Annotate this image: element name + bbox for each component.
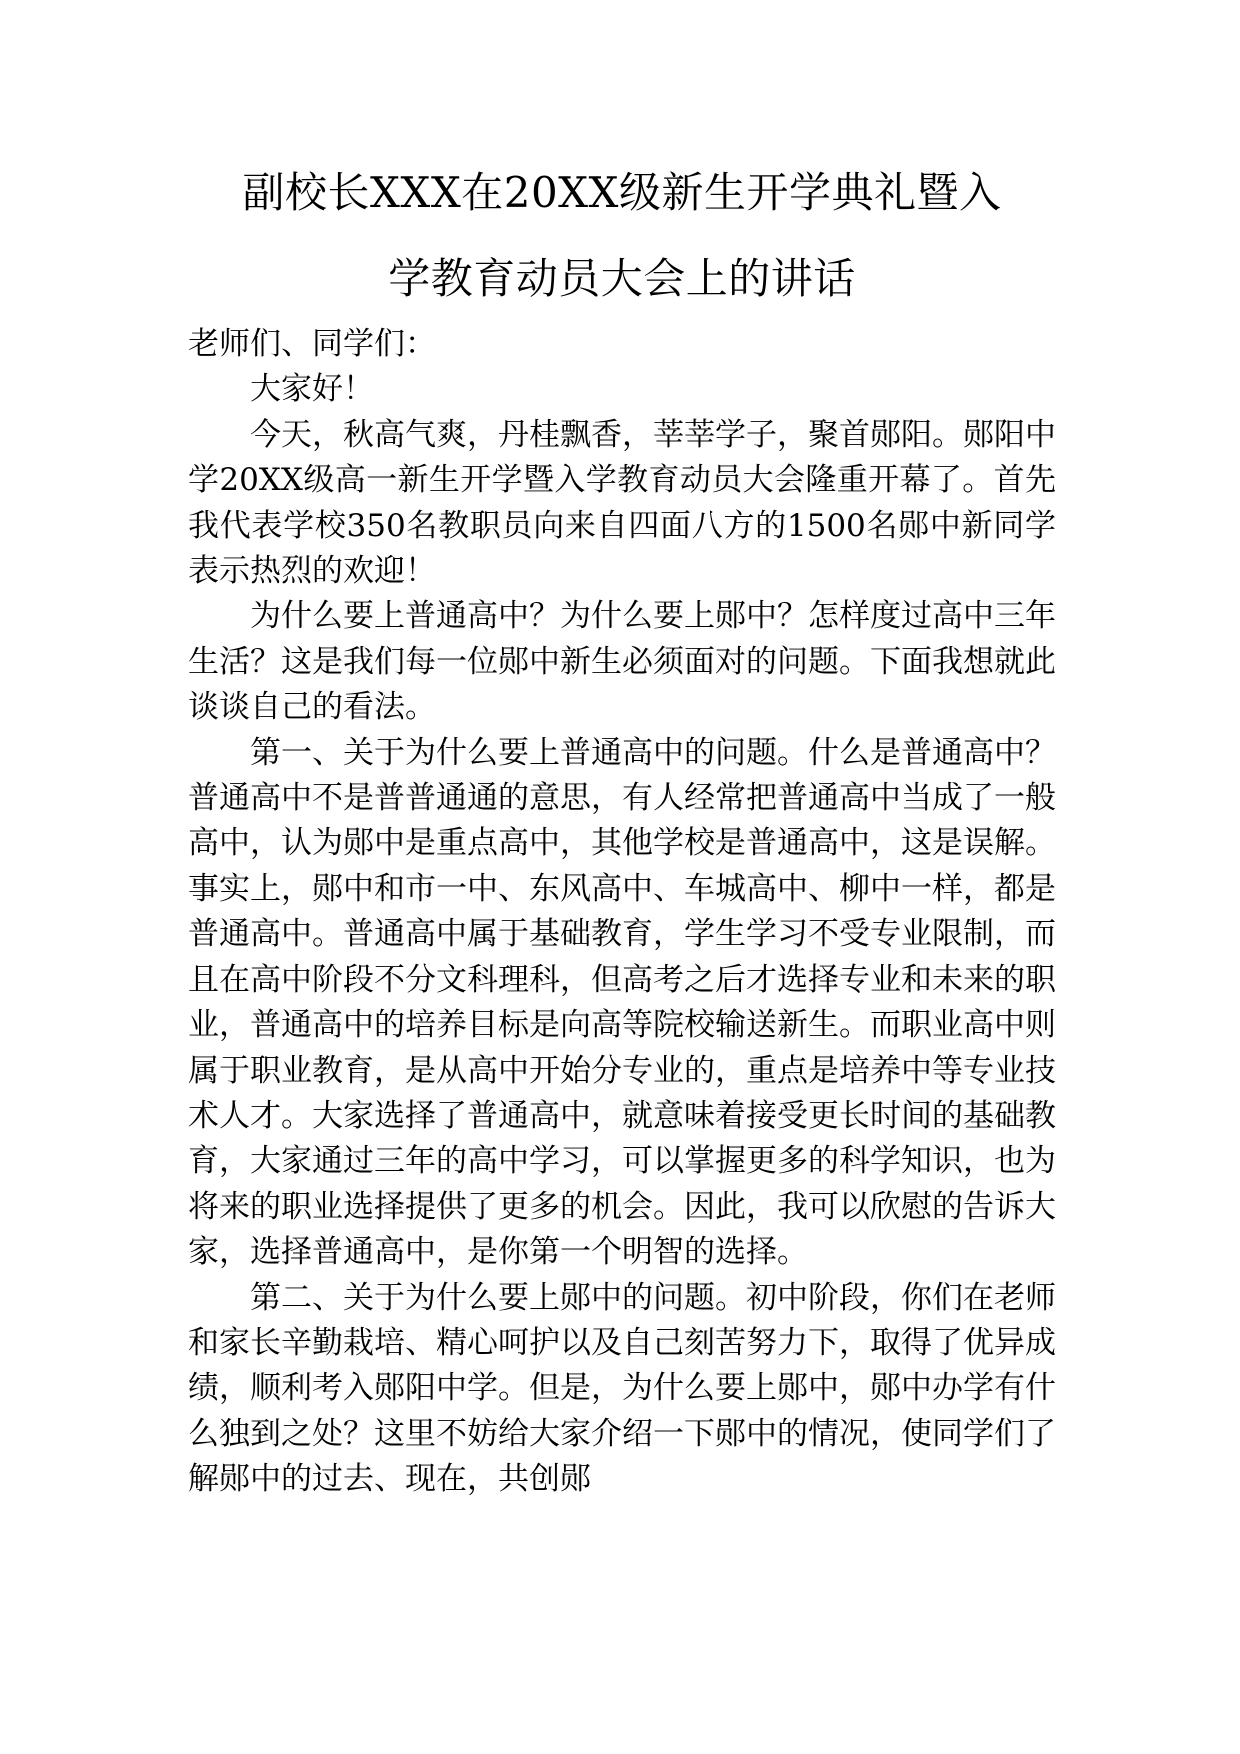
- paragraph-point-one: 第一、关于为什么要上普通高中的问题。什么是普通高中？普通高中不是普普通通的意思，有人经常把普通高中当成了一般高中，认为郧中是重点高中，其他学校是普通高中，这是误解。事实上，郧中和市一中、东风高中、车城高中、柳中一样，都是普通高中。普通高中属于基础教育，学生学习不受专业限制，而且在高中阶段不分文科理科，但高考之后才选择专业和未来的职业，普通高中的培养目标是向高等院校输送新生。而职业高中则属于职业教育，是从高中开始分专业的，重点是培养中等专业技术人才。大家选择了普通高中，就意味着接受更长时间的基础教育，大家通过三年的高中学习，可以掌握更多的科学知识，也为将来的职业选择提供了更多的机会。因此，我可以欣慰的告诉大家，选择普通高中，是你第一个明智的选择。: [188, 734, 1056, 1271]
- paragraph-point-two: 第二、关于为什么要上郧中的问题。初中阶段，你们在老师和家长辛勤栽培、精心呵护以及自己刻苦努力下，取得了优异成绩，顺利考入郧阳中学。但是，为什么要上郧中，郧中办学有什么独到之处？这里不妨给大家介绍一下郧中的情况，使同学们了解郧中的过去、现在，共创郧: [188, 1279, 1056, 1498]
- paragraph-questions: 为什么要上普通高中？为什么要上郧中？怎样度过高中三年生活？这是我们每一位郧中新生必须面对的问题。下面我想就此谈谈自己的看法。: [188, 598, 1056, 726]
- document-title: [188, 150, 1056, 322]
- paragraph-opening: 今天，秋高气爽，丹桂飘香，莘莘学子，聚首郧阳。郧阳中学20XX级高一新生开学暨入学教育动员大会隆重开幕了。首先我代表学校350名教职员向来自四面八方的1500名郧中新同学表示热烈的欢迎！: [188, 416, 1056, 590]
- document-page: [188, 150, 1056, 1503]
- title-line-2: 学教育动员大会上的讲话: [388, 254, 856, 303]
- title-line-1: 副校长XXX在20XX级新生开学典礼暨入: [242, 168, 1002, 217]
- speech-body: [188, 322, 1056, 1503]
- paragraph-greeting: 大家好！: [250, 371, 374, 408]
- salutation: 老师们、同学们：: [188, 326, 436, 362]
